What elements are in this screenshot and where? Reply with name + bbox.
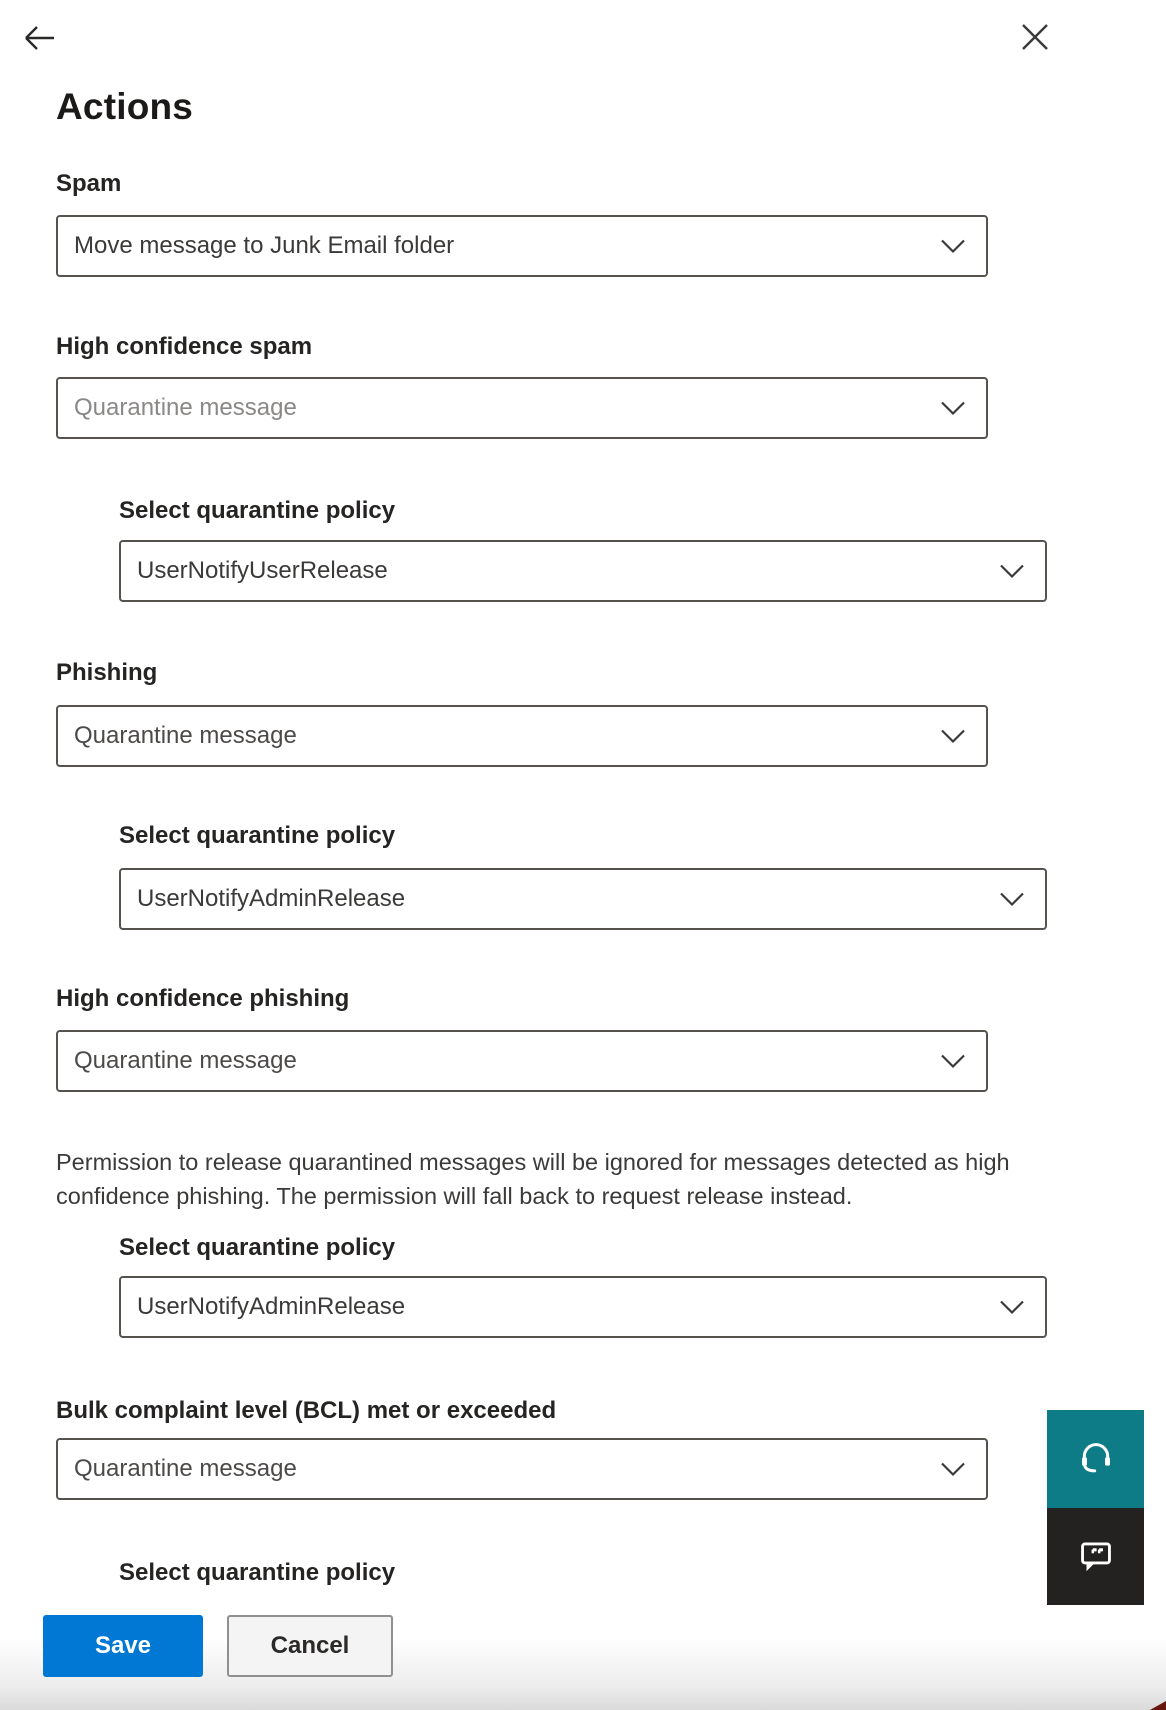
phishing-dropdown[interactable]	[56, 705, 988, 767]
help-support-button[interactable]	[1047, 1410, 1144, 1508]
bcl-dropdown[interactable]	[56, 1438, 988, 1500]
chevron-down-icon	[940, 1462, 966, 1477]
hcp-policy-label: Select quarantine policy	[119, 1234, 396, 1261]
phishing-dropdown-value: Quarantine message	[74, 722, 297, 749]
phishing-policy-dropdown[interactable]	[119, 868, 1047, 930]
chevron-down-icon	[940, 729, 966, 744]
page-title: Actions	[56, 86, 194, 127]
spam-dropdown[interactable]	[56, 215, 988, 277]
hcs-policy-dropdown-value: UserNotifyUserRelease	[137, 557, 388, 584]
spam-dropdown-value: Move message to Junk Email folder	[74, 232, 455, 259]
hcp-policy-dropdown-value: UserNotifyAdminRelease	[137, 1293, 406, 1320]
close-button[interactable]	[1020, 22, 1050, 52]
phishing-policy-dropdown-value: UserNotifyAdminRelease	[137, 885, 406, 912]
high-confidence-phishing-dropdown-value: Quarantine message	[74, 1047, 297, 1074]
cancel-button[interactable]: Cancel	[227, 1615, 393, 1677]
save-button[interactable]: Save	[43, 1615, 203, 1677]
phishing-policy-label: Select quarantine policy	[119, 822, 396, 849]
bcl-label: Bulk complaint level (BCL) met or exceeded	[56, 1397, 557, 1424]
chevron-down-icon	[940, 401, 966, 416]
high-confidence-phishing-note: Permission to release quarantined messages will be ignored for messages detected as high confidence phishing. The permission will fall back to request release instead.	[56, 1149, 1010, 1209]
feedback-bubble-icon	[1077, 1536, 1115, 1577]
bcl-policy-label: Select quarantine policy	[119, 1559, 396, 1585]
chevron-down-icon	[999, 892, 1025, 907]
back-button[interactable]	[22, 22, 58, 54]
bcl-dropdown-value: Quarantine message	[74, 1455, 297, 1482]
chevron-down-icon	[999, 1300, 1025, 1315]
arrow-left-icon	[22, 42, 58, 57]
feedback-button[interactable]	[1047, 1508, 1144, 1605]
hcs-policy-dropdown[interactable]	[119, 540, 1047, 602]
headset-icon	[1076, 1438, 1116, 1481]
high-confidence-spam-dropdown[interactable]	[56, 377, 988, 439]
chevron-down-icon	[940, 1054, 966, 1069]
high-confidence-phishing-dropdown[interactable]	[56, 1030, 988, 1092]
high-confidence-phishing-label: High confidence phishing	[56, 985, 350, 1012]
hcp-policy-dropdown[interactable]	[119, 1276, 1047, 1338]
spam-label: Spam	[56, 170, 122, 197]
hcs-policy-label: Select quarantine policy	[119, 497, 396, 524]
chevron-down-icon	[940, 239, 966, 254]
high-confidence-spam-dropdown-value: Quarantine message	[74, 394, 297, 421]
bcl-policy-label-clipped	[119, 1559, 395, 1585]
footer-bar	[0, 1585, 1166, 1710]
corner-artifact	[1150, 1701, 1166, 1710]
high-confidence-spam-label: High confidence spam	[56, 333, 313, 360]
close-x-icon	[1020, 40, 1050, 55]
phishing-label: Phishing	[56, 659, 158, 686]
chevron-down-icon	[999, 564, 1025, 579]
